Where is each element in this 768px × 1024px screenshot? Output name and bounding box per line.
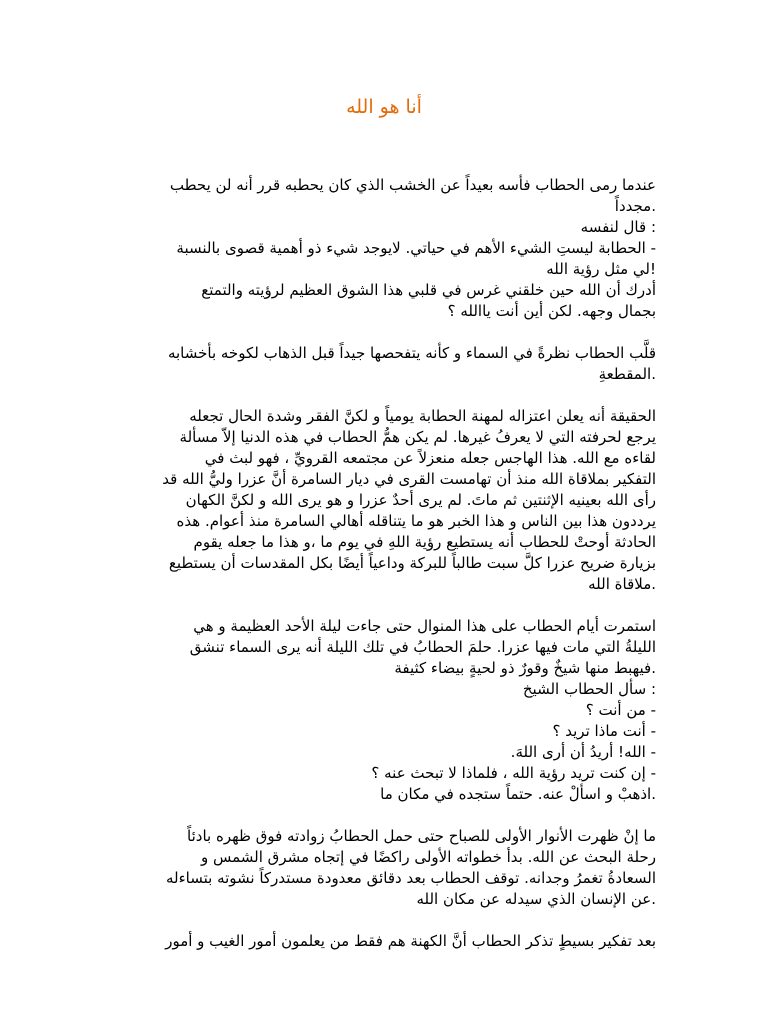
text-line: السعادةُ تغمرُ وجدانه. توقف الحطاب بعد دقائق معدودة مستدركاً نشوته بتساءله xyxy=(165,869,656,887)
document-title: أنا هو الله xyxy=(346,96,422,118)
text-line: - الحطابة ليستِ الشيء الأهم في حياتي. لايوجد شيء ذو أهمية قصوى بالنسبة xyxy=(176,239,656,257)
text-line: الليلةُ التي مات فيها عزرا. حلمَ الحطابُ في تلك الليلة أنه يرى السماء تنشق xyxy=(189,638,656,656)
text-line: عندما رمى الحطاب فأسه بعيداً عن الخشب الذي كان يحطبه قرر أنه لن يحطب xyxy=(169,176,656,194)
text-line: لقاءه مع الله. هذا الهاجس جعله منعزلاً عن مجتمعه القرويِّ ، فهو لبث في xyxy=(204,449,656,467)
text-line: - من أنت ؟ xyxy=(585,701,656,719)
text-line: .اذهبْ و اسألْ عنه. حتماً ستجده في مكان ما xyxy=(380,785,656,803)
text-line: استمرت أيام الحطاب على هذا المنوال حتى جاءت ليلة الأحد العظيمة و هي xyxy=(193,617,656,635)
text-line: قلَّب الحطاب نظرةً في السماء و كأنه يتفحصها جيداً قبل الذهاب لكوخه بأخشابه xyxy=(167,344,656,362)
text-line: !لي مثل رؤية الله xyxy=(546,260,656,278)
text-line: الحادثة أوحتْ للحطاب أنه يستطيع رؤية اللهِ في يوم ما ،و هذا ما جعله يقوم xyxy=(193,533,656,551)
text-line: أدرك أن الله حين خلقني غرس في قلبي هذا الشوق العظيم لرؤيته والتمتع xyxy=(201,281,656,299)
paragraph-4 xyxy=(108,616,656,805)
text-line: رحلة البحث عن الله. بدأ خطواته الأولى راكضًا في إتجاه مشرق الشمس و xyxy=(200,848,656,866)
text-line: .المقطعةِ xyxy=(598,365,656,383)
paragraph-2 xyxy=(108,343,656,385)
text-line: بجمال وجهه. لكن أين أنت ياالله ؟ xyxy=(447,302,656,320)
paragraph-3 xyxy=(108,406,656,595)
paragraph-6 xyxy=(108,931,656,952)
text-line: يرددون هذا بين الناس و هذا الخبر هو ما يتناقله أهالي السامرة منذ أعوام. هذه xyxy=(176,512,656,530)
text-line: بعد تفكير بسيطٍ تذكر الحطاب أنَّ الكهنة هم فقط من يعلمون أمور الغيب و أمور xyxy=(165,932,656,950)
text-line: - إن كنت تريد رؤية الله ، فلماذا لا تبحث عنه ؟ xyxy=(371,764,656,782)
text-line: .فيهبط منها شيخٌ وقورٌ ذو لحيةٍ بيضاء كثيفة xyxy=(394,659,656,677)
text-line: يرجع لحرفته التي لا يعرفُ غيرها. لم يكن همُّ الحطاب في هذه الدنيا إلاّ مسألة xyxy=(179,428,656,446)
text-line: التفكير بملاقاة الله منذ أن تهامست القرى في ديار السامرة أنَّ عزرا وليُّ الله قد xyxy=(162,470,656,488)
text-line: .مجدداً xyxy=(614,197,656,215)
document-body xyxy=(108,175,656,973)
text-line: - أنت ماذا تريد ؟ xyxy=(552,722,656,740)
text-line: .عن الإنسان الذي سيدله عن مكان الله xyxy=(416,890,656,908)
text-line: : قال لنفسه xyxy=(580,218,656,236)
paragraph-1 xyxy=(108,175,656,322)
text-line: رأى الله بعينيه الإثنتين ثم ماتَ. لم يرى أحدٌ عزرا و هو يرى الله و لكنَّ الكهان xyxy=(185,491,656,509)
text-line: .ملاقاة الله xyxy=(588,575,656,593)
text-line: ما إنْ ظهرت الأنوار الأولى للصباح حتى حمل الحطابُ زوادته فوق ظهره بادئاً xyxy=(187,827,656,845)
text-line: الحقيقة أنه يعلن اعتزاله لمهنة الحطابة يومياً و لكنَّ الفقر وشدة الحال تجعله xyxy=(189,407,656,425)
text-line: : سأل الحطاب الشيخ xyxy=(522,680,656,698)
text-line: بزيارة ضريح عزرا كلَّ سبت طالباً للبركة وداعياً أيضًا بكل المقدسات أن يستطيع xyxy=(168,554,656,572)
paragraph-5 xyxy=(108,826,656,910)
text-line: - الله! أريدُ أن أرى اللهَ. xyxy=(510,743,656,761)
